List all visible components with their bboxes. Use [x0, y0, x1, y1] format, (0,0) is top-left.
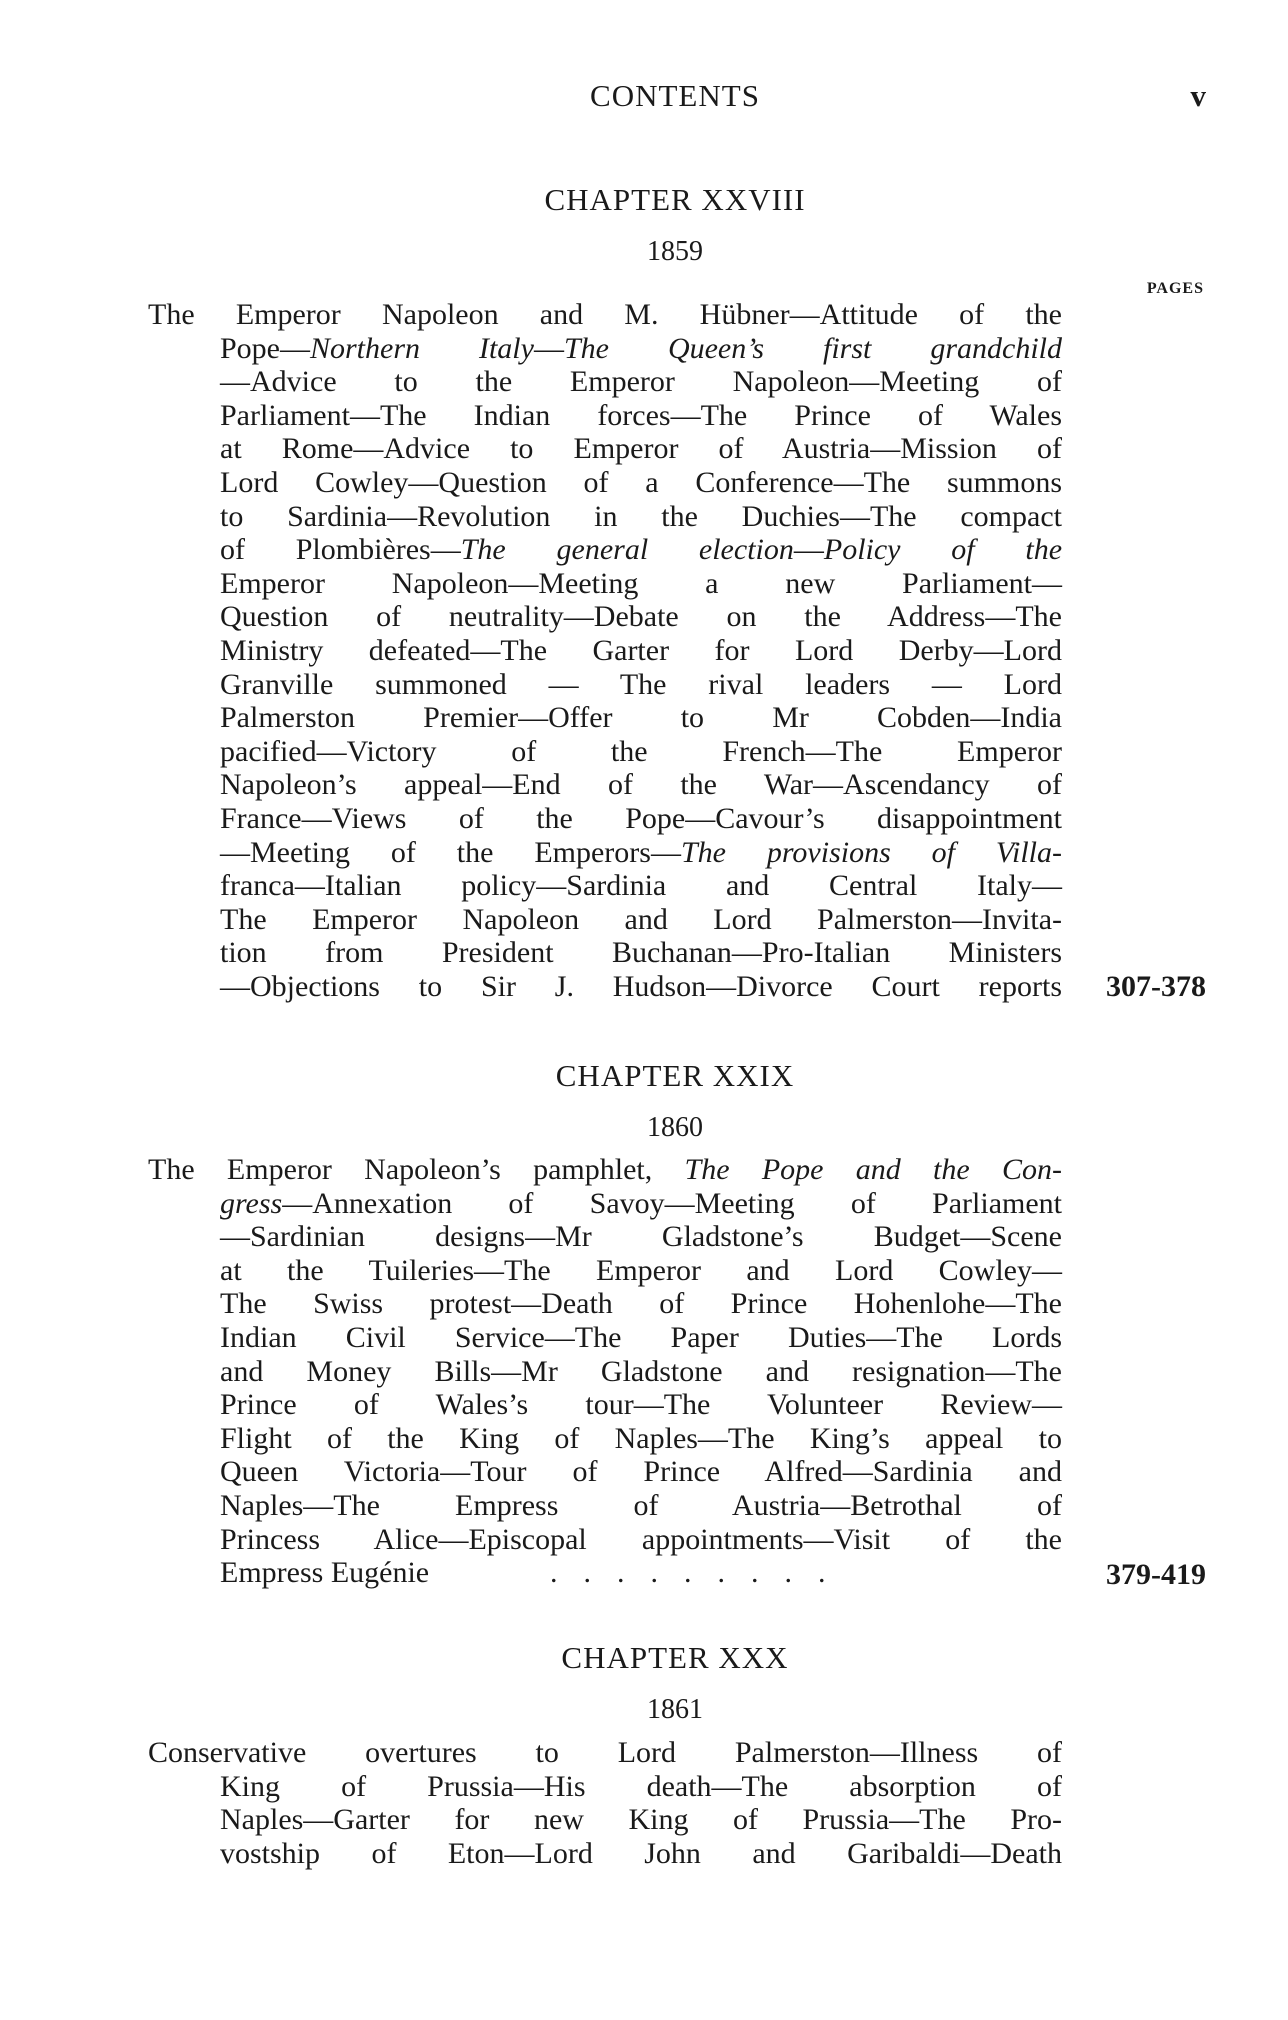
summary-line: France—Views of the Pope—Cavour’s disappointment	[220, 801, 1062, 835]
dot-leaders: .........	[550, 1556, 852, 1590]
chapter-header-30	[0, 1640, 1288, 1726]
summary-line: King of Prussia—His death—The absorption of	[220, 1769, 1062, 1803]
summary-line: Prince of Wales’s tour—The Volunteer Review—	[220, 1388, 1062, 1422]
chapter-summary-30	[148, 1736, 1062, 1870]
summary-line: —Sardinian designs—Mr Gladstone’s Budget—Scene	[220, 1220, 1062, 1254]
summary-line: —Advice to the Emperor Napoleon—Meeting of	[220, 365, 1062, 399]
summary-line: Question of neutrality—Debate on the Address—The	[220, 600, 1062, 634]
summary-line: to Sardinia—Revolution in the Duchies—The compact	[220, 499, 1062, 533]
summary-line: pacified—Victory of the French—The Emperor	[220, 734, 1062, 768]
summary-line: Queen Victoria—Tour of Prince Alfred—Sardinia and	[220, 1455, 1062, 1489]
summary-line-text: Empress Eugénie	[220, 1556, 430, 1590]
summary-line: Indian Civil Service—The Paper Duties—The Lords	[220, 1320, 1062, 1354]
summary-line: The Swiss protest—Death of Prince Hohenlohe—The	[220, 1287, 1062, 1321]
chapter-year: 1861	[647, 1694, 703, 1725]
running-head	[0, 78, 1288, 118]
summary-line: The Emperor Napoleon’s pamphlet, The Pope and the Con-	[148, 1153, 1063, 1186]
page-folio: v	[1190, 78, 1206, 113]
summary-line: —Objections to Sir J. Hudson—Divorce Court reports	[220, 969, 1062, 1003]
page-range-28: 307-378	[1106, 970, 1206, 1003]
summary-line: Emperor Napoleon—Meeting a new Parliament—	[220, 566, 1062, 600]
summary-line: Granville summoned — The rival leaders — Lord	[220, 667, 1062, 701]
summary-line-last	[220, 1556, 1062, 1590]
chapter-year: 1859	[647, 236, 703, 267]
summary-line: Princess Alice—Episcopal appointments—Visit of the	[220, 1522, 1062, 1556]
summary-line: Napoleon’s appeal—End of the War—Ascendancy of	[220, 768, 1062, 802]
summary-line: The Emperor Napoleon and Lord Palmerston—Invita-	[220, 902, 1062, 936]
chapter-header-28	[0, 182, 1288, 268]
summary-line: Conservative overtures to Lord Palmerston—Illness of	[148, 1736, 1062, 1769]
summary-line: Naples—Garter for new King of Prussia—The Pro-	[220, 1803, 1062, 1837]
summary-line: at Rome—Advice to Emperor of Austria—Mission of	[220, 432, 1062, 466]
summary-line: Palmerston Premier—Offer to Mr Cobden—India	[220, 701, 1062, 735]
chapter-summary-28	[148, 298, 1062, 1003]
chapter-header-29	[0, 1058, 1288, 1144]
summary-line: vostship of Eton—Lord John and Garibaldi—Death	[220, 1836, 1062, 1870]
summary-line: Parliament—The Indian forces—The Prince of Wales	[220, 398, 1062, 432]
chapter-summary-29	[148, 1153, 1062, 1590]
running-title: CONTENTS	[590, 78, 760, 113]
chapter-title: CHAPTER XXVIII	[544, 182, 806, 217]
summary-line: Ministry defeated—The Garter for Lord Derby—Lord	[220, 633, 1062, 667]
summary-line: franca—Italian policy—Sardinia and Central Italy—	[220, 869, 1062, 903]
summary-line: tion from President Buchanan—Pro-Italian Ministers	[220, 936, 1062, 970]
summary-line: of Plombières—The general election—Policy of the	[220, 533, 1063, 567]
summary-line: The Emperor Napoleon and M. Hübner—Attitude of the	[148, 298, 1062, 331]
summary-line: —Meeting of the Emperors—The provisions of Villa-	[220, 835, 1063, 869]
summary-line: gress—Annexation of Savoy—Meeting of Parliament	[220, 1186, 1062, 1220]
pages-column-label: PAGES	[1146, 280, 1204, 297]
summary-line: Naples—The Empress of Austria—Betrothal of	[220, 1488, 1062, 1522]
summary-line: Lord Cowley—Question of a Conference—The summons	[220, 465, 1062, 499]
summary-line: Pope—Northern Italy—The Queen’s first grandchild	[220, 331, 1062, 365]
summary-line: and Money Bills—Mr Gladstone and resignation—The	[220, 1354, 1062, 1388]
chapter-year: 1860	[647, 1112, 703, 1143]
summary-line: Flight of the King of Naples—The King’s appeal to	[220, 1421, 1062, 1455]
chapter-title: CHAPTER XXIX	[555, 1058, 795, 1093]
page-range-29: 379-419	[1106, 1558, 1206, 1591]
chapter-title: CHAPTER XXX	[561, 1640, 789, 1675]
summary-line: at the Tuileries—The Emperor and Lord Cowley—	[220, 1253, 1062, 1287]
